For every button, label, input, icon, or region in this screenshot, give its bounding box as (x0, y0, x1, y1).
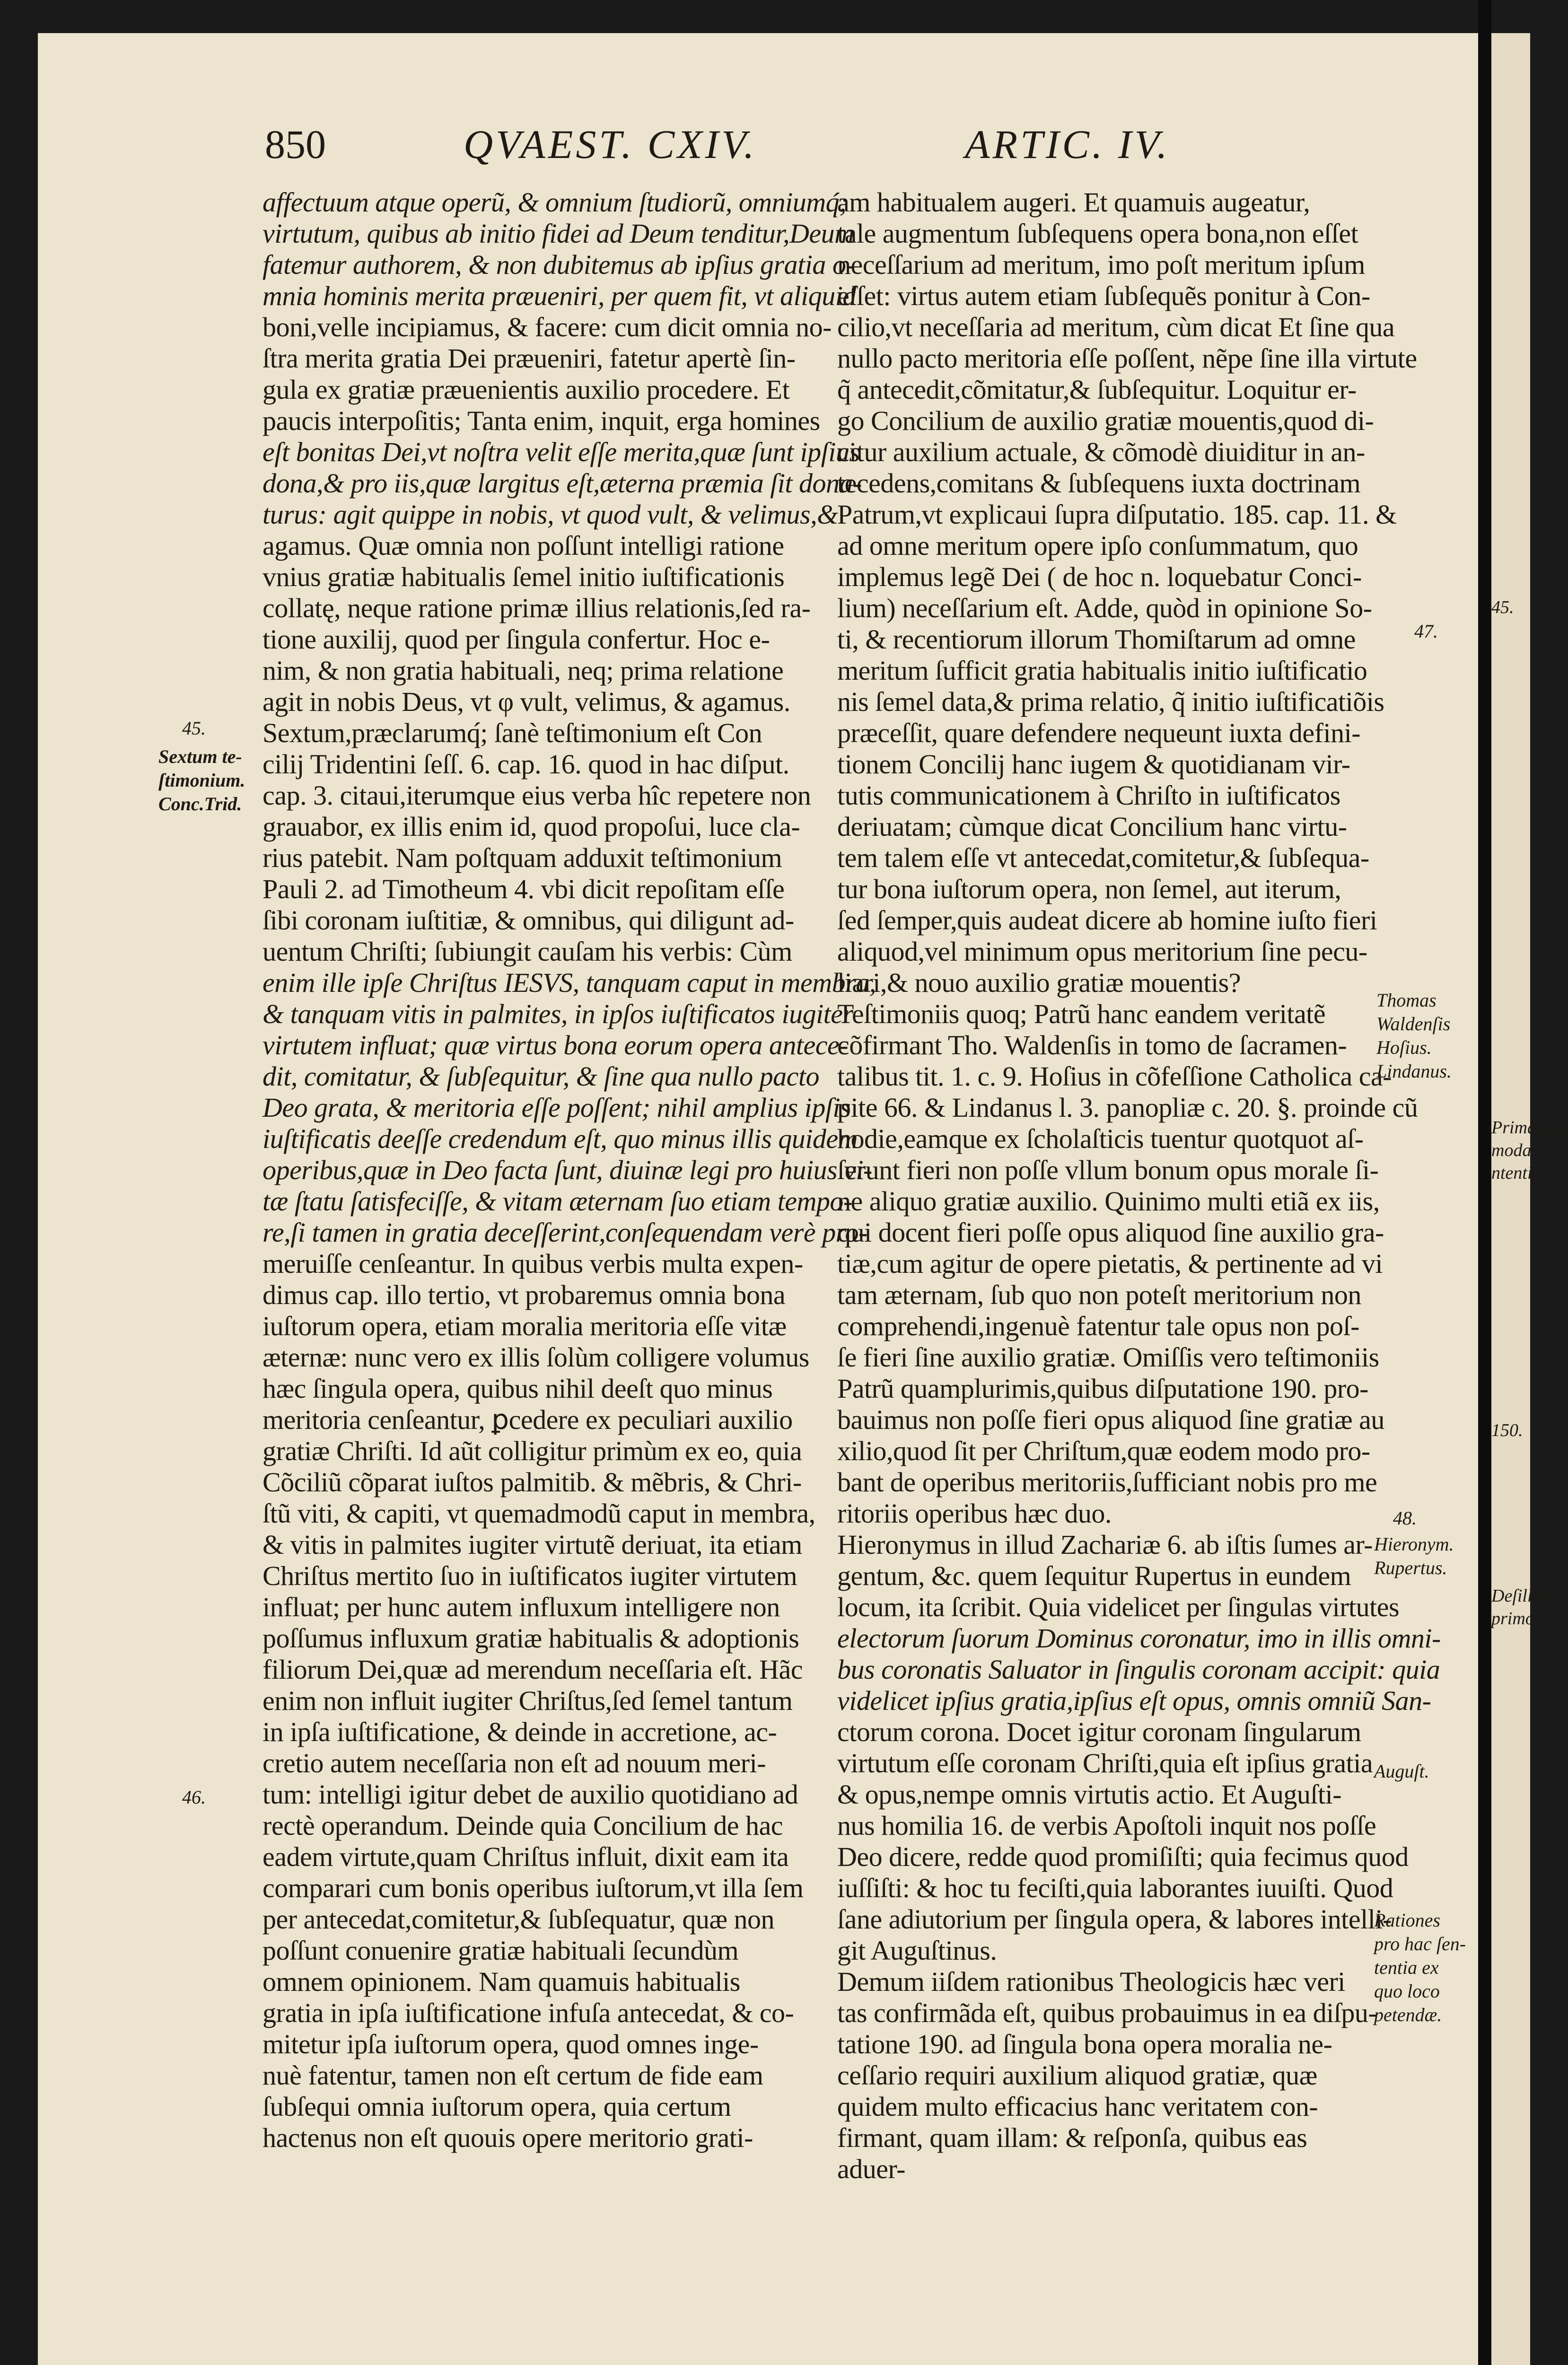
text-line: nullo pacto meritoria eſſe poſſent, nẽpe ſine illa virtute (837, 343, 1417, 374)
margin-note-48: 48. (1393, 1507, 1417, 1529)
left-text-column (263, 187, 876, 2154)
text-line: firmant, quam illam: & reſponſa, quibus eas (837, 2122, 1307, 2153)
text-line: neceſſarium ad meritum, imo poſt meritum ipſum (837, 249, 1365, 280)
text-line: cõfirmant Tho. Waldenſis in tomo de ſacramen- (837, 1030, 1347, 1060)
text-line: filiorum Dei,quæ ad merendum neceſſaria eſt. Hãc (263, 1654, 803, 1685)
text-line: Pauli 2. ad Timotheum 4. vbi dicit repoſitam eſſe (263, 874, 785, 904)
text-line: citur auxilium actuale, & cõmodè diuiditur in an- (837, 437, 1365, 467)
text-line: Patrũ quamplurimis,quibus diſputatione 190. pro- (837, 1373, 1369, 1404)
text-line: eſſet: virtus autem etiam ſubſequẽs ponitur à Con- (837, 280, 1370, 311)
text-line: Cõciliũ cõparat iuſtos palmitib. & mẽbris, & Chri- (263, 1467, 802, 1498)
text-line: Chriſtus mertito ſuo in iuſtificatos iugiter virtutem (263, 1560, 797, 1591)
text-line: omnem opinionem. Nam quamuis habitualis (263, 1966, 740, 1997)
text-line: tas confirmãda eſt, quibus probauimus in ea diſpu- (837, 1997, 1377, 2028)
text-line: rius patebit. Nam poſtquam adduxit teſtimonium (263, 842, 782, 873)
text-line: nis ſemel data,& prima relatio, q̃ initio iuſtificatiõis (837, 686, 1384, 717)
text-line: gratiæ Chriſti. Id aũt colligitur primùm ex eo, quia (263, 1436, 802, 1466)
text-line: ritoriis operibus hæc duo. (837, 1498, 1112, 1529)
text-line: cap. 3. citaui,iterumque eius verba hîc repetere non (263, 780, 811, 811)
text-line: electorum ſuorum Dominus coronatur, imo in illis omni- (837, 1623, 1441, 1654)
text-line: bauimus non poſſe fieri opus aliquod ſine gratiæ au (837, 1404, 1384, 1435)
text-line: pite 66. & Lindanus l. 3. panopliæ c. 20. §. proinde cũ (837, 1092, 1418, 1123)
text-line: mnia hominis merita præueniri, per quem fit, vt aliquid (263, 280, 856, 311)
text-line: agit in nobis Deus, vt φ vult, velimus, & agamus. (263, 686, 790, 717)
text-line: mitetur ipſa iuſtorum opera, quod omnes inge- (263, 2029, 759, 2059)
text-line: tecedens,comitans & ſubſequens iuxta doctrinam (837, 468, 1361, 499)
text-line: hactenus non eſt quouis opere meritorio grati- (263, 2122, 753, 2153)
text-line: præceſſit, quare defendere nequeunt iuxta defini- (837, 718, 1361, 748)
facing-margin-note-desillitur: Deſillitur primo. (1491, 1586, 1559, 1629)
text-line: iuſſiſti: & hoc tu feciſti,quia laborantes iuuiſti. Quod (837, 1873, 1393, 1903)
facing-margin-note-45: 45. (1491, 597, 1514, 617)
text-line: Sextum,præclarumq́; ſanè teſtimonium eſt Con (263, 718, 762, 748)
text-line: nuè fatentur, tamen non eſt certum de fide eam (263, 2060, 763, 2091)
text-line: turus: agit quippe in nobis, vt quod vult, & velimus,& (263, 499, 838, 530)
text-line: gentum, &c. quem ſequitur Rupertus in eundem (837, 1560, 1351, 1591)
margin-note-rationes: Rationes pro hac ſen- tentia ex quo loco petendæ. (1374, 1910, 1466, 2025)
margin-note-45: 45. (182, 718, 206, 739)
text-line: Patrum,vt explicaui ſupra diſputatio. 185. cap. 11. & (837, 499, 1397, 530)
text-line: iuſtificatis deeſſe credendum eſt, quo minus illis quidem (263, 1123, 858, 1154)
text-line: tum: intelligi igitur debet de auxilio quotidiano ad (263, 1779, 798, 1810)
text-line: go Concilium de auxilio gratiæ mouentis,quod di- (837, 405, 1374, 436)
text-line: meritoria cenſeantur, ꝑcedere ex peculiari auxilio (263, 1404, 793, 1435)
text-line: tutis communicationem à Chriſto in iuſtificatos (837, 780, 1340, 811)
text-line: ti, & recentiorum illorum Thomiſtarum ad omne (837, 624, 1356, 655)
text-line: in ipſa iuſtificatione, & deinde in accretione, ac- (263, 1717, 777, 1747)
text-line: Deo grata, & meritoria eſſe poſſent; nihil amplius ipſis (263, 1092, 851, 1123)
text-line: q̃ antecedit,cõmitatur,& ſubſequitur. Loquitur er- (837, 374, 1357, 405)
text-line: locum, ita ſcribit. Quia videlicet per ſingulas virtutes (837, 1592, 1400, 1622)
text-line: gula ex gratiæ præuenientis auxilio procedere. Et (263, 374, 790, 405)
text-line: aliquod,vel minimum opus meritorium ſine pecu- (837, 936, 1367, 967)
text-line: ſed ſemper,quis audeat dicere ab homine iuſto fieri (837, 905, 1377, 936)
page-number: 850 (265, 122, 326, 167)
text-line: qui docent fieri poſſe opus aliquod ſine auxilio gra- (837, 1217, 1384, 1248)
text-line: dimus cap. illo tertio, vt probaremus omnia bona (263, 1279, 786, 1310)
text-line: tione auxilij, quod per ſingula confertur. Hoc e- (263, 624, 770, 655)
text-line: enim non influit iugiter Chriſtus,ſed ſemel tantum (263, 1685, 793, 1716)
text-line: dit, comitatur, & ſubſequitur, & ſine qua nullo pacto (263, 1061, 819, 1092)
running-head-question: QVAEST. CXIV. (464, 122, 757, 167)
text-line: implemus legẽ Dei ( de hoc n. loquebatur Conci- (837, 561, 1362, 592)
margin-note-hieronymus: Hieronym. Rupertus. (1374, 1533, 1454, 1578)
text-line: virtutem influat; quæ virtus bona eorum opera antece- (263, 1030, 849, 1060)
margin-note-augustinus: Auguſt. (1374, 1761, 1429, 1782)
text-line: influat; per hunc autem influxum intelligere non (263, 1592, 780, 1622)
text-line: enim ille ipſe Chriſtus IESVS, tanquam caput in membra, (263, 967, 876, 998)
text-line: Hieronymus in illud Zachariæ 6. ab iſtis ſumes ar- (837, 1529, 1373, 1560)
text-line: aduer- (837, 2154, 905, 2184)
text-line: poſſumus influxum gratiæ habitualis & adoptionis (263, 1623, 799, 1654)
text-line: boni,velle incipiamus, & facere: cum dicit omnia no- (263, 312, 832, 342)
text-line: tale augmentum ſubſequens opera bona,non eſſet (837, 218, 1358, 249)
facing-page-edge (1491, 33, 1568, 2365)
text-line: ſibi coronam iuſtitiæ, & omnibus, qui diligunt ad- (263, 905, 794, 936)
text-line: lium) neceſſarium eſt. Adde, quòd in opinione So- (837, 593, 1372, 623)
text-line: collatę, neque ratione primæ illius relationis,ſed ra- (263, 593, 811, 623)
margin-note-sextum: Sextum te- ſtimonium. Conc.Trid. (158, 746, 245, 815)
text-line: virtutum eſſe coronam Chriſti,quia eſt ipſius gratia (837, 1748, 1373, 1778)
text-line: hodie,eamque ex ſcholaſticis tuentur quotquot aſ- (837, 1123, 1364, 1154)
text-line: & tanquam vitis in palmites, in ipſos iuſtificatos iugiter (263, 999, 853, 1029)
text-line: ſtũ viti, & capiti, vt quemadmodũ caput in membra, (263, 1498, 815, 1529)
text-line: iuſtorum opera, etiam moralia meritoria eſſe vitæ (263, 1311, 787, 1341)
text-line: Demum iiſdem rationibus Theologicis hæc veri (837, 1966, 1345, 1997)
text-line: quidem multo efficacius hanc veritatem con- (837, 2091, 1318, 2122)
text-line: ſerunt fieri non poſſe vllum bonum opus morale ſi- (837, 1155, 1379, 1185)
text-line: tæ ſtatu ſatisfeciſſe, & vitam æternam ſuo etiam tempo- (263, 1186, 852, 1217)
text-line: cilij Tridentini ſeſſ. 6. cap. 16. quod in hac diſput. (263, 749, 789, 780)
running-head-article: ARTIC. IV. (965, 122, 1170, 167)
text-line: hæc ſingula opera, quibus nihil deeſt quo minus (263, 1373, 773, 1404)
text-line: comprehendi,ingenuè fatentur tale opus non poſ- (837, 1311, 1359, 1341)
text-line: meritum ſufficit gratia habitualis initio iuſtificatio (837, 655, 1367, 686)
text-line: tionem Concilij hanc iugem & quotidianam vir- (837, 749, 1350, 780)
text-line: meruiſſe cenſeantur. In quibus verbis multa expen- (263, 1248, 803, 1279)
margin-note-46: 46. (182, 1787, 206, 1808)
text-line: grauabor, ex illis enim id, quod propoſui, luce cla- (263, 811, 800, 842)
text-line: rectè operandum. Deinde quia Concilium de hac (263, 1810, 783, 1841)
text-line: nim, & non gratia habituali, neq; prima relatione (263, 655, 784, 686)
text-line: ne aliquo gratiæ auxilio. Quinimo multi etiã ex iis, (837, 1186, 1380, 1217)
text-line: fatemur authorem, & non dubitemus ab ipſius gratia o- (263, 249, 855, 280)
text-line: deriuatam; cùmque dicat Concilium hanc virtu- (837, 811, 1347, 842)
facing-margin-note-150: 150. (1491, 1420, 1523, 1440)
text-line: comparari cum bonis operibus iuſtorum,vt illa ſem (263, 1873, 804, 1903)
text-line: ſe fieri ſine auxilio gratiæ. Omiſſis vero teſtimoniis (837, 1342, 1379, 1373)
facing-margin-note-prima: Prima quo modam ntentia. (1491, 1118, 1568, 1183)
text-line: Teſtimoniis quoq; Patrũ hanc eandem veritatẽ (837, 999, 1326, 1029)
text-line: nus homilia 16. de verbis Apoſtoli inquit nos poſſe (837, 1810, 1376, 1841)
text-line: am habitualem augeri. Et quamuis augeatur, (837, 187, 1310, 218)
text-line: eſt bonitas Dei,vt noſtra velit eſſe merita,quæ ſunt ipſius (263, 437, 860, 467)
text-line: agamus. Quæ omnia non poſſunt intelligi ratione (263, 530, 784, 561)
text-line: bant de operibus meritoriis,ſufficiant nobis pro me (837, 1467, 1377, 1498)
text-line: tur bona iuſtorum opera, non ſemel, aut iterum, (837, 874, 1341, 904)
text-line: & opus,nempe omnis virtutis actio. Et Auguſti- (837, 1779, 1342, 1810)
text-line: poſſunt conuenire gratiæ habituali ſecundùm (263, 1935, 739, 1966)
text-line: & vitis in palmites iugiter virtutẽ deriuat, ita etiam (263, 1529, 802, 1560)
text-line: virtutum, quibus ab initio fidei ad Deum tenditur,Deum (263, 218, 854, 249)
text-line: tam æternam, ſub quo non poteſt meritorium non (837, 1279, 1361, 1310)
text-line: git Auguſtinus. (837, 1935, 997, 1966)
text-line: re,ſi tamen in gratia deceſſerint,conſequendam verè pro- (263, 1217, 867, 1248)
text-line: ſtra merita gratia Dei præueniri, fatetur apertè ſin- (263, 343, 796, 374)
margin-note-47: 47. (1414, 621, 1438, 642)
text-line: paucis interpoſitis; Tanta enim, inquit, erga homines (263, 405, 820, 436)
text-line: uentum Chriſti; ſubiungit cauſam his verbis: Cùm (263, 936, 792, 967)
book-gutter (1478, 0, 1491, 2365)
text-line: videlicet ipſius gratia,ipſius eſt opus, omnis omniũ San- (837, 1685, 1431, 1716)
text-line: operibus,quæ in Deo facta ſunt, diuinæ legi pro huius vi- (263, 1155, 872, 1185)
text-line: xilio,quod ſit per Chriſtum,quæ eodem modo pro- (837, 1436, 1370, 1466)
text-line: ctorum corona. Docet igitur coronam ſingularum (837, 1717, 1361, 1747)
text-line: vnius gratiæ habitualis ſemel initio iuſtificationis (263, 561, 785, 592)
text-line: Deo dicere, redde quod promiſiſti; quia fecimus quod (837, 1841, 1409, 1872)
text-line: æternæ: nunc vero ex illis ſolùm colligere volumus (263, 1342, 809, 1373)
text-line: ad omne meritum opere ipſo conſummatum, quo (837, 530, 1358, 561)
text-line: ſane adiutorium per ſingula opera, & labores intelli- (837, 1904, 1392, 1935)
text-line: bus coronatis Saluator in ſingulis coronam accipit: quia (837, 1654, 1440, 1685)
text-line: cretio autem neceſſaria non eſt ad nouum meri- (263, 1748, 766, 1778)
text-line: liari,& nouo auxilio gratiæ mouentis? (837, 967, 1241, 998)
text-line: talibus tit. 1. c. 9. Hoſius in cõfeſſione Catholica ca- (837, 1061, 1392, 1092)
text-line: cilio,vt neceſſaria ad meritum, cùm dicat Et ſine qua (837, 312, 1395, 342)
margin-note-thomas: Thomas Waldenſis Hoſius. Lindanus. (1376, 990, 1452, 1082)
text-line: eadem virtute,quam Chriſtus influit, dixit eam ita (263, 1841, 789, 1872)
text-line: affectuum atque operũ, & omnium ſtudiorũ, omniumq́; (263, 187, 849, 218)
text-line: tatione 190. ad ſingula bona opera moralia ne- (837, 2029, 1332, 2059)
text-line: dona,& pro iis,quæ largitus eſt,æterna præmia ſit dona- (263, 468, 862, 499)
text-line: gratia in ipſa iuſtificatione infuſa antecedat, & co- (263, 1997, 794, 2028)
text-line: tiæ,cum agitur de opere pietatis, & pertinente ad vi (837, 1248, 1383, 1279)
text-line: tem talem eſſe vt antecedat,comitetur,& ſubſequa- (837, 842, 1369, 873)
text-line: per antecedat,comitetur,& ſubſequatur, quæ non (263, 1904, 775, 1935)
text-line: ſubſequi omnia iuſtorum opera, quia certum (263, 2091, 731, 2122)
text-line: ceſſario requiri auxilium aliquod gratiæ, quæ (837, 2060, 1317, 2091)
